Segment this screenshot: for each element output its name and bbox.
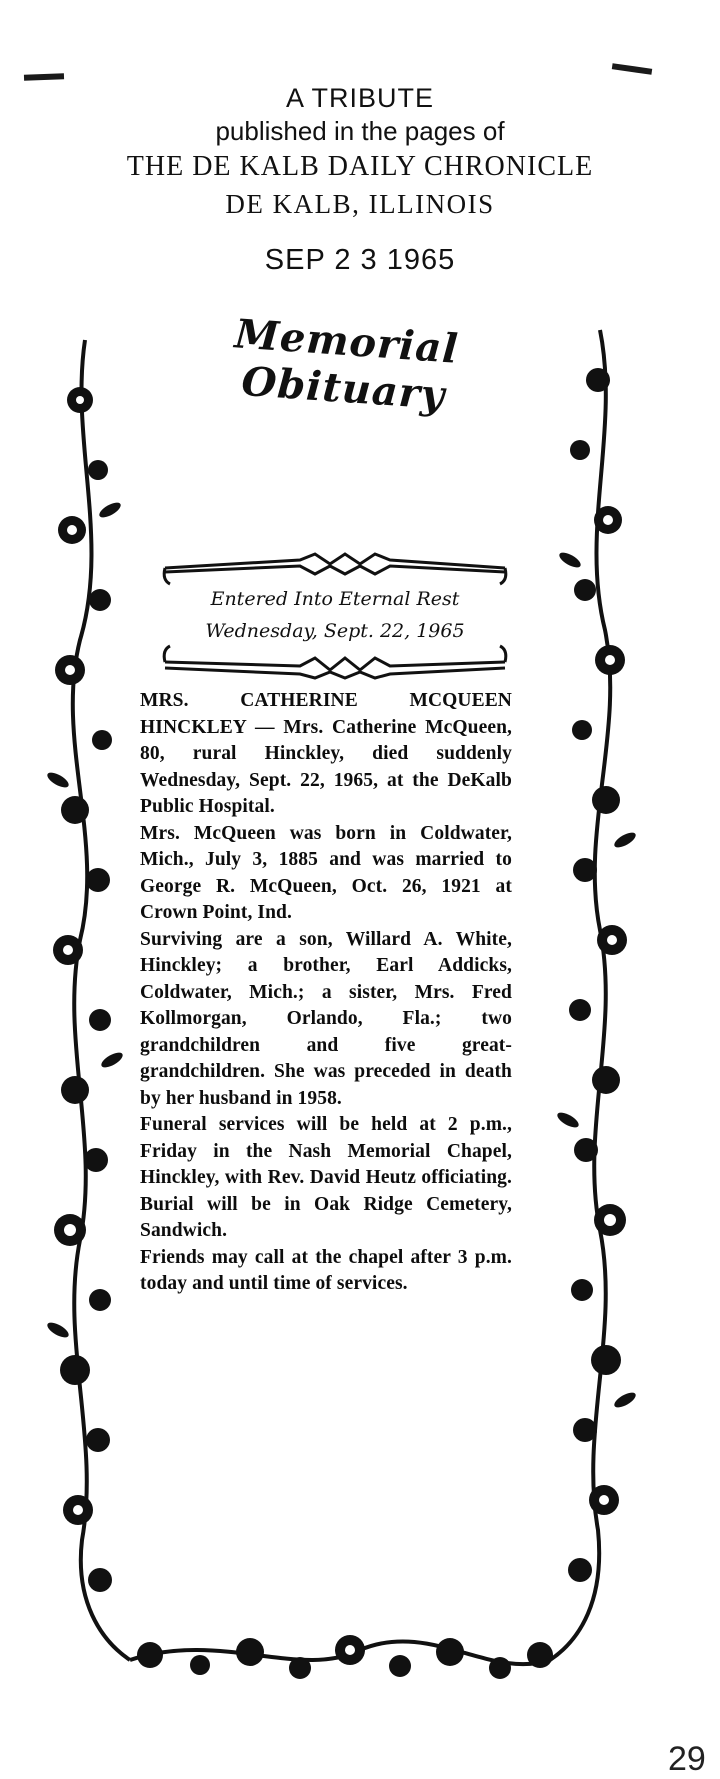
scan-mark-right [612, 63, 652, 75]
date-stamp: SEP 2 3 1965 [264, 244, 456, 276]
scan-mark-left [24, 73, 64, 80]
banner-date-line: Wednesday, Sept. 22, 1965 [205, 620, 465, 642]
banner-ornament [160, 550, 510, 680]
obituary-paragraph: Funeral services will be held at 2 p.m., Friday in the Nash Memorial Chapel, Hinckley, with Rev. David Heutz officiating. Burial will be in Oak Ridge Cemetery, Sandwich. [140, 1114, 512, 1241]
banner-entered-line: Entered Into Eternal Rest [210, 588, 460, 610]
page-number-fragment: 29 [668, 1740, 706, 1778]
newspaper-location: DE KALB, ILLINOIS [225, 189, 495, 219]
newspaper-name: THE DE KALB DAILY CHRONICLE [126, 151, 594, 182]
tribute-header [0, 82, 720, 277]
obituary-title: Memorial Obituary [233, 310, 461, 419]
obituary-paragraph: Mrs. McQueen was born in Coldwater, Mich., July 3, 1885 and was married to George R. McQueen, Oct. 26, 1921 at Crown Point, Ind. [140, 822, 512, 923]
obituary-paragraph: MRS. CATHERINE MCQUEEN HINCKLEY — Mrs. Catherine McQueen, 80, rural Hinckley, died suddenly Wednesday, Sept. 22, 1965, at the DeKalb Public Hospital. [140, 690, 512, 817]
tribute-label: A TRIBUTE [285, 83, 435, 113]
obituary-paragraph: Surviving are a son, Willard A. White, Hinckley; a brother, Earl Addicks, Coldwater, Mich.; a sister, Mrs. Fred Kollmorgan, Orlando, Fla.; two grandchildren and five great-grandchildren. She was preceded in death by her husband in 1958. [140, 928, 512, 1109]
obituary-paragraph: Friends may call at the chapel after 3 p.m. today and until time of services. [140, 1246, 512, 1294]
obituary-clipping [140, 688, 512, 1388]
published-line: published in the pages of [215, 116, 505, 146]
